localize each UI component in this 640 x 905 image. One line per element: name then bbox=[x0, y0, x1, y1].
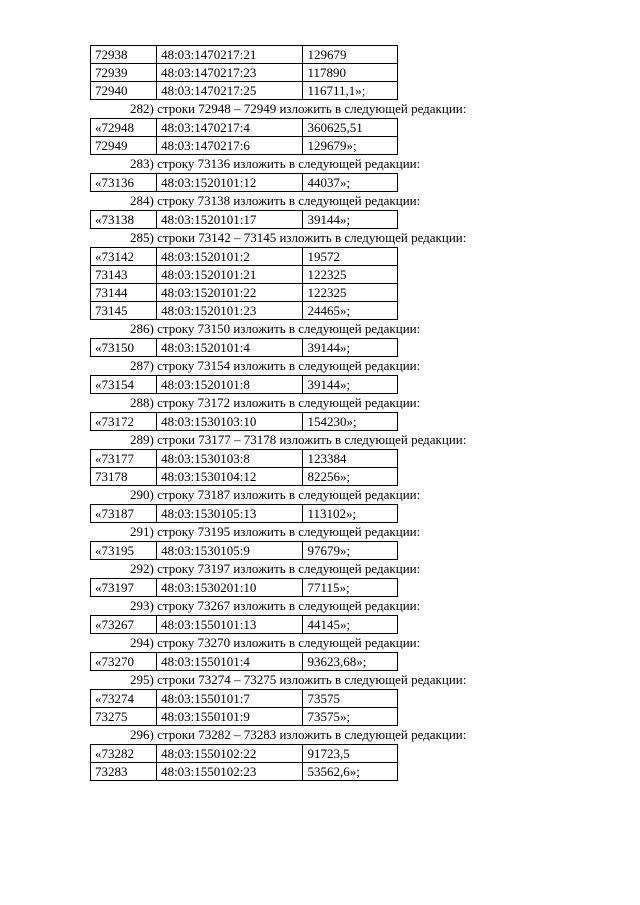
amendment-table bbox=[90, 412, 398, 431]
amendment-instruction: 283) строку 73136 изложить в следующей редакции: bbox=[130, 156, 421, 171]
table-row bbox=[91, 690, 398, 708]
value-cell: 360625,51 bbox=[303, 119, 398, 137]
value-cell: 93623,68»; bbox=[303, 653, 398, 671]
amendment-instruction: 288) строку 73172 изложить в следующей редакции: bbox=[130, 395, 421, 410]
amendment-instruction: 292) строку 73197 изложить в следующей редакции: bbox=[130, 561, 421, 576]
value-cell: 122325 bbox=[303, 266, 398, 284]
value-cell: 113102»; bbox=[303, 505, 398, 523]
cadastral-number-cell: 48:03:1470217:6 bbox=[157, 137, 303, 155]
amendment-table bbox=[90, 449, 398, 486]
table-row bbox=[91, 450, 398, 468]
cadastral-number-cell: 48:03:1530104:12 bbox=[157, 468, 303, 486]
amendment-instruction: 282) строки 72948 – 72949 изложить в следующей редакции: bbox=[130, 101, 467, 116]
amendment-instruction: 285) строки 73142 – 73145 изложить в следующей редакции: bbox=[130, 230, 467, 245]
cadastral-number-cell: 48:03:1470217:4 bbox=[157, 119, 303, 137]
value-cell: 123384 bbox=[303, 450, 398, 468]
cadastral-number-cell: 48:03:1550101:9 bbox=[157, 708, 303, 726]
amendment-instruction: 286) строку 73150 изложить в следующей редакции: bbox=[130, 321, 421, 336]
table-row bbox=[91, 413, 398, 431]
amendment-table bbox=[90, 118, 398, 155]
cadastral-number-cell: 48:03:1550101:13 bbox=[157, 616, 303, 634]
cadastral-number-cell: 48:03:1470217:23 bbox=[157, 64, 303, 82]
row-number-cell: «73138 bbox=[91, 211, 157, 229]
row-number-cell: «73150 bbox=[91, 339, 157, 357]
value-cell: 39144»; bbox=[303, 376, 398, 394]
amendment-table bbox=[90, 615, 398, 634]
cadastral-number-cell: 48:03:1470217:25 bbox=[157, 82, 303, 100]
amendment-instruction: 290) строку 73187 изложить в следующей редакции: bbox=[130, 487, 421, 502]
row-number-cell: «73177 bbox=[91, 450, 157, 468]
table-row bbox=[91, 708, 398, 726]
row-number-cell: 72938 bbox=[91, 46, 157, 64]
table-row bbox=[91, 653, 398, 671]
cadastral-number-cell: 48:03:1550102:23 bbox=[157, 763, 303, 781]
amendment-table bbox=[90, 173, 398, 192]
row-number-cell: «73187 bbox=[91, 505, 157, 523]
value-cell: 39144»; bbox=[303, 339, 398, 357]
value-cell: 73575 bbox=[303, 690, 398, 708]
row-number-cell: 72939 bbox=[91, 64, 157, 82]
table-row bbox=[91, 302, 398, 320]
amendment-table bbox=[90, 744, 398, 781]
table-row bbox=[91, 266, 398, 284]
table-row bbox=[91, 248, 398, 266]
row-number-cell: 73283 bbox=[91, 763, 157, 781]
cadastral-number-cell: 48:03:1550101:7 bbox=[157, 690, 303, 708]
table-row bbox=[91, 579, 398, 597]
row-number-cell: «73154 bbox=[91, 376, 157, 394]
amendment-table bbox=[90, 210, 398, 229]
cadastral-number-cell: 48:03:1530103:8 bbox=[157, 450, 303, 468]
row-number-cell: 72949 bbox=[91, 137, 157, 155]
cadastral-number-cell: 48:03:1520101:4 bbox=[157, 339, 303, 357]
amendment-instruction: 284) строку 73138 изложить в следующей редакции: bbox=[130, 193, 421, 208]
cadastral-number-cell: 48:03:1550101:4 bbox=[157, 653, 303, 671]
value-cell: 73575»; bbox=[303, 708, 398, 726]
value-cell: 53562,6»; bbox=[303, 763, 398, 781]
amendment-table bbox=[90, 504, 398, 523]
table-row bbox=[91, 82, 398, 100]
row-number-cell: «73195 bbox=[91, 542, 157, 560]
value-cell: 44145»; bbox=[303, 616, 398, 634]
amendment-table bbox=[90, 375, 398, 394]
table-row bbox=[91, 174, 398, 192]
amendment-table bbox=[90, 652, 398, 671]
cadastral-number-cell: 48:03:1520101:8 bbox=[157, 376, 303, 394]
table-row bbox=[91, 284, 398, 302]
value-cell: 116711,1»; bbox=[303, 82, 398, 100]
cadastral-number-cell: 48:03:1530201:10 bbox=[157, 579, 303, 597]
document-body bbox=[90, 45, 530, 781]
row-number-cell: «73270 bbox=[91, 653, 157, 671]
value-cell: 82256»; bbox=[303, 468, 398, 486]
row-number-cell: «73136 bbox=[91, 174, 157, 192]
table-row bbox=[91, 542, 398, 560]
table-row bbox=[91, 211, 398, 229]
cadastral-number-cell: 48:03:1530103:10 bbox=[157, 413, 303, 431]
amendment-instruction: 295) строки 73274 – 73275 изложить в следующей редакции: bbox=[130, 672, 467, 687]
cadastral-number-cell: 48:03:1550102:22 bbox=[157, 745, 303, 763]
amendment-table bbox=[90, 247, 398, 320]
row-number-cell: «73274 bbox=[91, 690, 157, 708]
row-number-cell: «72948 bbox=[91, 119, 157, 137]
amendment-table bbox=[90, 578, 398, 597]
amendment-instruction: 289) строки 73177 – 73178 изложить в следующей редакции: bbox=[130, 432, 467, 447]
table-row bbox=[91, 119, 398, 137]
cadastral-number-cell: 48:03:1520101:21 bbox=[157, 266, 303, 284]
table-row bbox=[91, 745, 398, 763]
amendment-table bbox=[90, 689, 398, 726]
table-row bbox=[91, 46, 398, 64]
value-cell: 77115»; bbox=[303, 579, 398, 597]
cadastral-number-cell: 48:03:1530105:13 bbox=[157, 505, 303, 523]
amendment-instruction: 293) строку 73267 изложить в следующей редакции: bbox=[130, 598, 421, 613]
row-number-cell: «73172 bbox=[91, 413, 157, 431]
value-cell: 19572 bbox=[303, 248, 398, 266]
value-cell: 24465»; bbox=[303, 302, 398, 320]
table-row bbox=[91, 763, 398, 781]
table-row bbox=[91, 137, 398, 155]
cadastral-number-cell: 48:03:1520101:17 bbox=[157, 211, 303, 229]
amendment-instruction: 294) строку 73270 изложить в следующей редакции: bbox=[130, 635, 421, 650]
cadastral-number-cell: 48:03:1470217:21 bbox=[157, 46, 303, 64]
cadastral-number-cell: 48:03:1530105:9 bbox=[157, 542, 303, 560]
amendment-table bbox=[90, 338, 398, 357]
value-cell: 122325 bbox=[303, 284, 398, 302]
amendment-instruction: 287) строку 73154 изложить в следующей редакции: bbox=[130, 358, 421, 373]
cadastral-number-cell: 48:03:1520101:23 bbox=[157, 302, 303, 320]
amendment-instruction: 291) строку 73195 изложить в следующей редакции: bbox=[130, 524, 421, 539]
value-cell: 117890 bbox=[303, 64, 398, 82]
row-number-cell: «73267 bbox=[91, 616, 157, 634]
value-cell: 154230»; bbox=[303, 413, 398, 431]
cadastral-number-cell: 48:03:1520101:12 bbox=[157, 174, 303, 192]
amendment-table bbox=[90, 541, 398, 560]
value-cell: 97679»; bbox=[303, 542, 398, 560]
row-number-cell: 73144 bbox=[91, 284, 157, 302]
amendment-table bbox=[90, 45, 398, 100]
value-cell: 129679 bbox=[303, 46, 398, 64]
value-cell: 44037»; bbox=[303, 174, 398, 192]
table-row bbox=[91, 64, 398, 82]
table-row bbox=[91, 339, 398, 357]
row-number-cell: 73143 bbox=[91, 266, 157, 284]
row-number-cell: 73275 bbox=[91, 708, 157, 726]
value-cell: 91723,5 bbox=[303, 745, 398, 763]
row-number-cell: 72940 bbox=[91, 82, 157, 100]
amendment-instruction: 296) строки 73282 – 73283 изложить в следующей редакции: bbox=[130, 727, 467, 742]
cadastral-number-cell: 48:03:1520101:2 bbox=[157, 248, 303, 266]
value-cell: 129679»; bbox=[303, 137, 398, 155]
cadastral-number-cell: 48:03:1520101:22 bbox=[157, 284, 303, 302]
table-row bbox=[91, 468, 398, 486]
row-number-cell: 73178 bbox=[91, 468, 157, 486]
table-row bbox=[91, 616, 398, 634]
row-number-cell: «73142 bbox=[91, 248, 157, 266]
table-row bbox=[91, 376, 398, 394]
table-row bbox=[91, 505, 398, 523]
row-number-cell: «73197 bbox=[91, 579, 157, 597]
value-cell: 39144»; bbox=[303, 211, 398, 229]
row-number-cell: 73145 bbox=[91, 302, 157, 320]
row-number-cell: «73282 bbox=[91, 745, 157, 763]
